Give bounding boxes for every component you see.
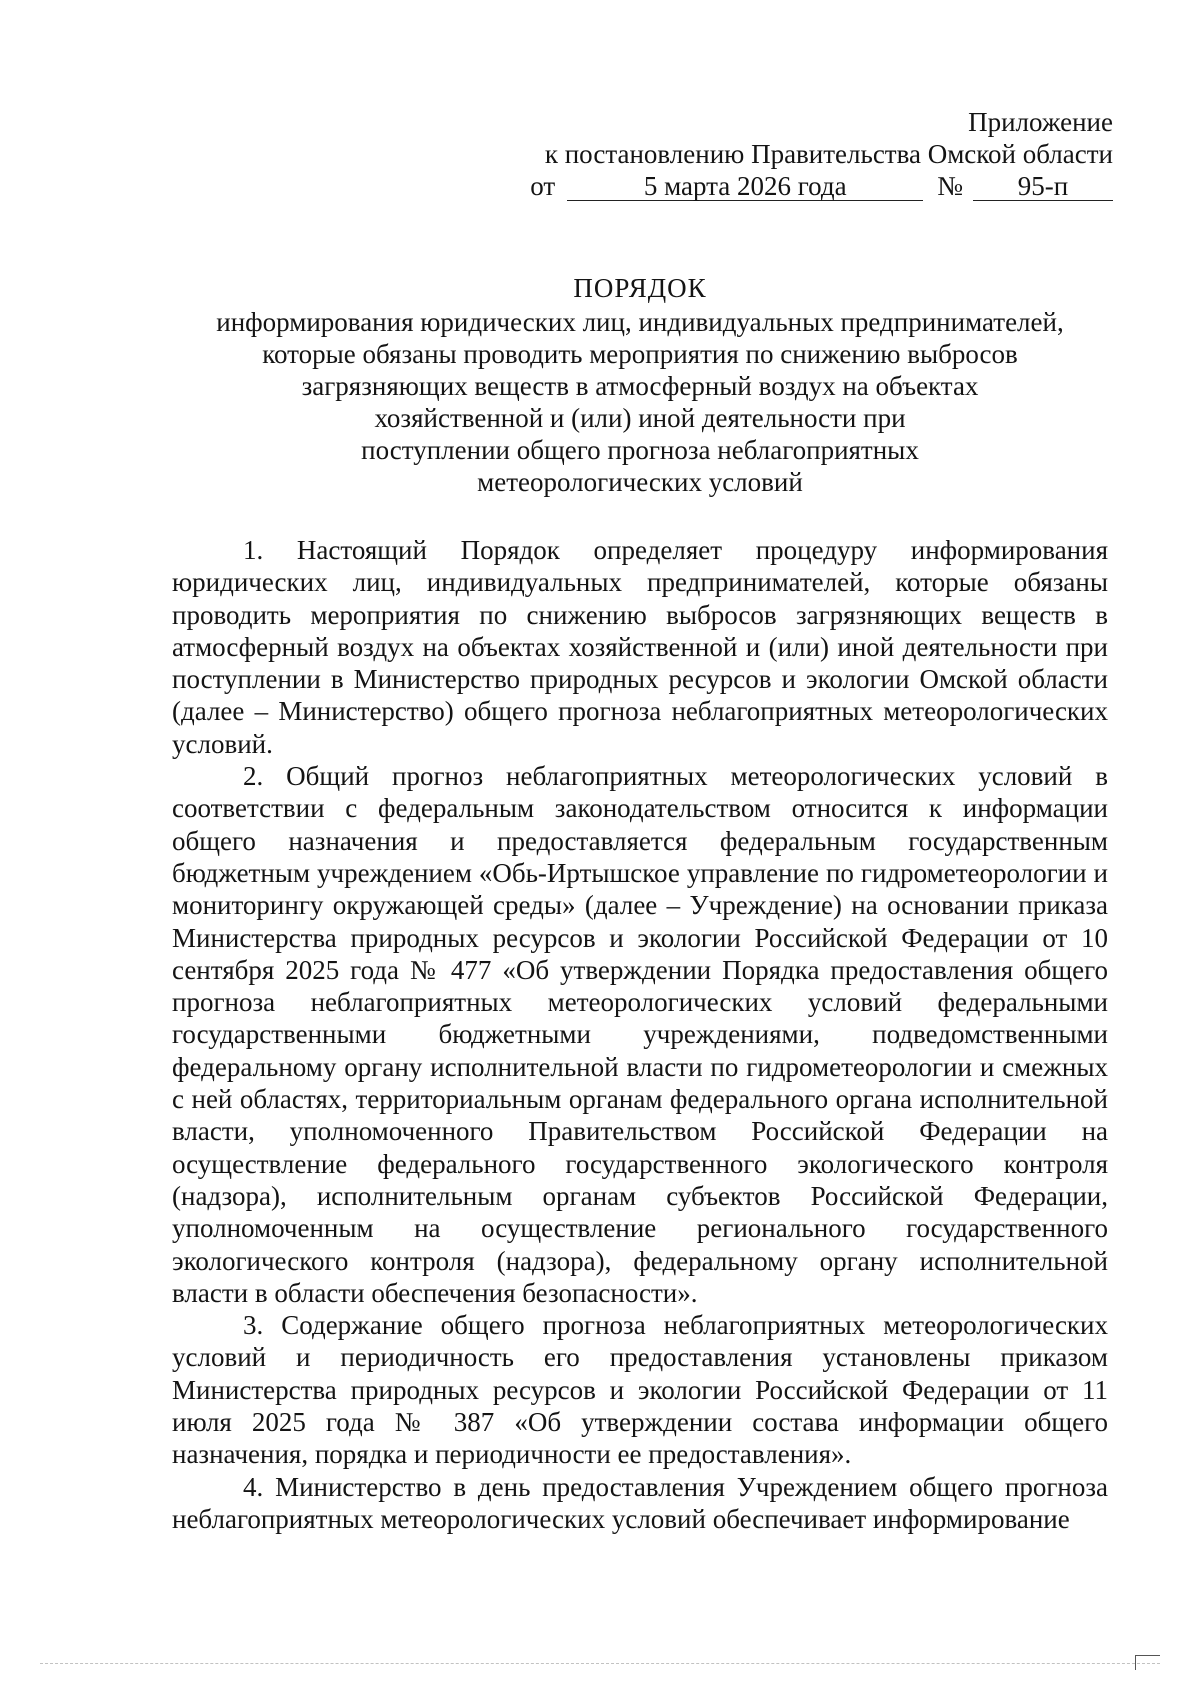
document-subtitle-line: поступлении общего прогноза неблагоприятных bbox=[361, 435, 919, 465]
document-subtitle-line: метеорологических условий bbox=[477, 467, 803, 497]
paragraph-4: 4. Министерство в день предоставления Учреждением общего прогноза неблагоприятных метеорологических условий обеспечивает информирование bbox=[172, 1471, 1108, 1534]
appendix-date-line bbox=[493, 170, 1113, 202]
document-title: ПОРЯДОК bbox=[573, 273, 707, 303]
document-subtitle-line: которые обязаны проводить мероприятия по снижению выбросов bbox=[262, 339, 1018, 369]
number-label: № bbox=[937, 171, 963, 201]
document-subtitle-line: загрязняющих веществ в атмосферный воздух на объектах bbox=[301, 371, 979, 401]
paragraph-3: 3. Содержание общего прогноза неблагоприятных метеорологических условий и периодичность его предоставления установлены приказом Министерства природных ресурсов и экологии Российской Федерации от 11 июля 2025 года № 387 «Об утверждении состава информации общего назначения, порядка и периодичности ее предоставления». bbox=[172, 1310, 1108, 1470]
from-label: от bbox=[530, 171, 556, 201]
resolution-date: 5 марта 2026 года bbox=[567, 172, 923, 201]
paragraph-1: 1. Настоящий Порядок определяет процедуру информирования юридических лиц, индивидуальных предпринимателей, которые обязаны проводить мероприятия по снижению выбросов загрязняющих веществ в атмосферный воздух на объектах хозяйственной и (или) иной деятельности при поступлении в Министерство природных ресурсов и экологии Омской области (далее – Министерство) общего прогноза неблагоприятных метеорологических условий. bbox=[172, 535, 1108, 759]
resolution-number: 95-п bbox=[973, 172, 1113, 201]
document-subtitle-line: информирования юридических лиц, индивидуальных предпринимателей, bbox=[216, 307, 1064, 337]
appendix-resolution-reference: к постановлению Правительства Омской области bbox=[544, 139, 1113, 169]
document-body bbox=[172, 534, 1108, 1535]
document-title-block bbox=[170, 272, 1110, 498]
appendix-header bbox=[493, 106, 1113, 202]
scan-artifact-line bbox=[40, 1663, 1160, 1664]
scan-corner-mark bbox=[1135, 1655, 1160, 1670]
document-subtitle-line: хозяйственной и (или) иной деятельности при bbox=[374, 403, 906, 433]
paragraph-2: 2. Общий прогноз неблагоприятных метеорологических условий в соответствии с федеральным законодательством относится к информации общего назначения и предоставляется федеральным государственным бюджетным учреждением «Обь-Иртышское управление по гидрометеорологии и мониторингу окружающей среды» (далее – Учреждение) на основании приказа Министерства природных ресурсов и экологии Российской Федерации от 10 сентября 2025 года № 477 «Об утверждении Порядка предоставления общего прогноза неблагоприятных метеорологических условий федеральными государственными бюджетными учреждениями, подведомственными федеральному органу исполнительной власти по гидрометеорологии и смежных с ней областях, территориальным органам федерального органа исполнительной власти, уполномоченного Правительством Российской Федерации на осуществление федерального государственного экологического контроля (надзора), исполнительным органам субъектов Российской Федерации, уполномоченным на осуществление регионального государственного экологического контроля (надзора), федеральному органу исполнительной власти в области обеспечения безопасности». bbox=[172, 761, 1108, 1308]
appendix-title: Приложение bbox=[968, 107, 1113, 137]
